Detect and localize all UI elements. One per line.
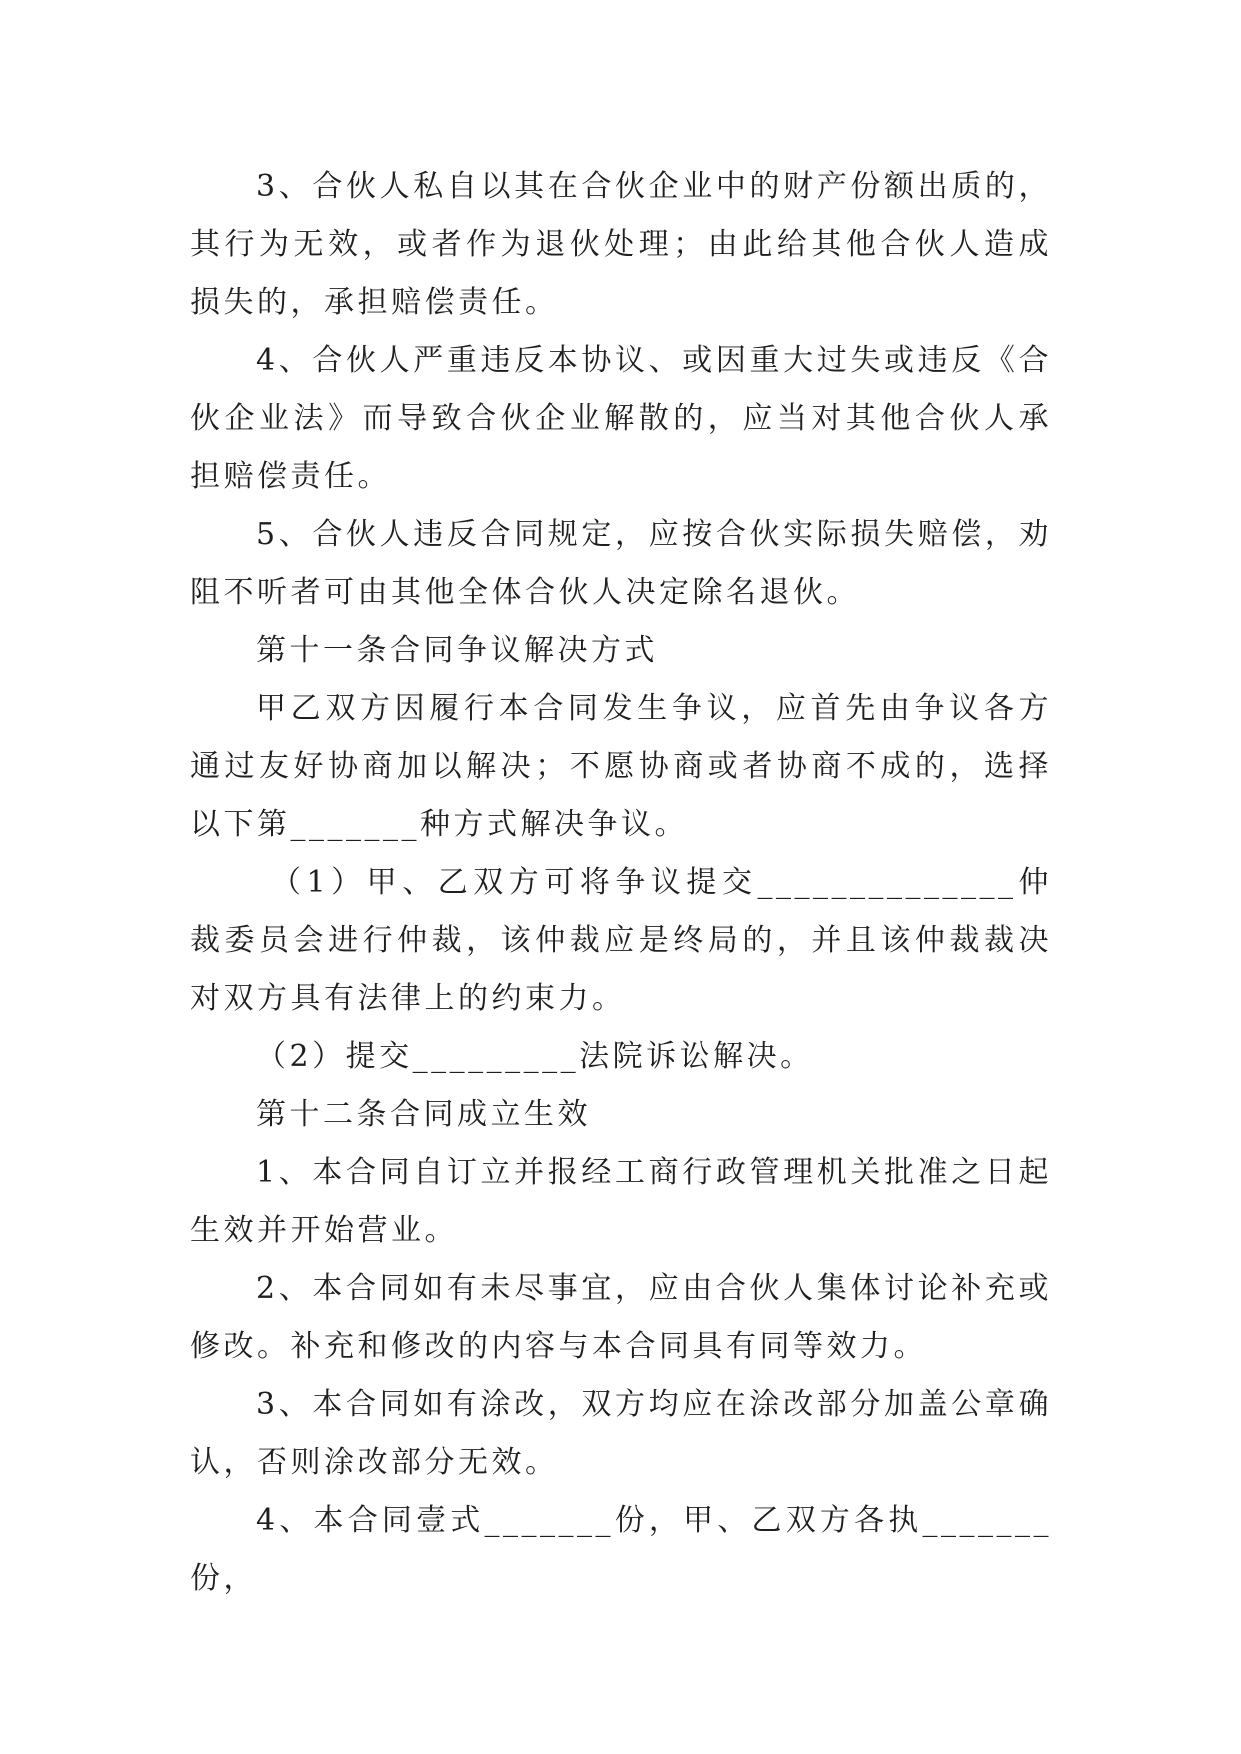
paragraph-dispute-resolution: 甲乙双方因履行本合同发生争议，应首先由争议各方通过友好协商加以解决；不愿协商或者协商不成的，选择以下第_______种方式解决争议。: [190, 691, 1052, 842]
paragraph-litigation-option: （2）提交_________法院诉讼解决。: [256, 1039, 814, 1074]
paragraph-article-10-clause-4: 4、合伙人严重违反本协议、或因重大过失或违反《合伙企业法》而导致合伙企业解散的，应当对其他合伙人承担赔偿责任。: [190, 343, 1052, 494]
paragraph-article-12-clause-1: 1、本合同自订立并报经工商行政管理机关批准之日起生效并开始营业。: [190, 1155, 1052, 1248]
heading-article-11: 第十一条合同争议解决方式: [256, 633, 658, 668]
heading-article-12: 第十二条合同成立生效: [256, 1097, 591, 1132]
paragraph-article-10-clause-3: 3、合伙人私自以其在合伙企业中的财产份额出质的，其行为无效，或者作为退伙处理；由此给其他合伙人造成损失的，承担赔偿责任。: [190, 169, 1052, 320]
paragraph-article-12-clause-3: 3、本合同如有涂改，双方均应在涂改部分加盖公章确认，否则涂改部分无效。: [190, 1387, 1052, 1480]
paragraph-arbitration-option: （1）甲、乙双方可将争议提交______________仲裁委员会进行仲裁，该仲裁应是终局的，并且该仲裁裁决对双方具有法律上的约束力。: [190, 865, 1052, 1016]
document-body: [190, 158, 1052, 1608]
paragraph-article-12-clause-4: 4、本合同壹式_______份，甲、乙双方各执_______份，: [190, 1503, 1052, 1596]
paragraph-article-10-clause-5: 5、合伙人违反合同规定，应按合伙实际损失赔偿，劝阻不听者可由其他全体合伙人决定除名退伙。: [190, 517, 1052, 610]
paragraph-article-12-clause-2: 2、本合同如有未尽事宜，应由合伙人集体讨论补充或修改。补充和修改的内容与本合同具有同等效力。: [190, 1271, 1052, 1364]
